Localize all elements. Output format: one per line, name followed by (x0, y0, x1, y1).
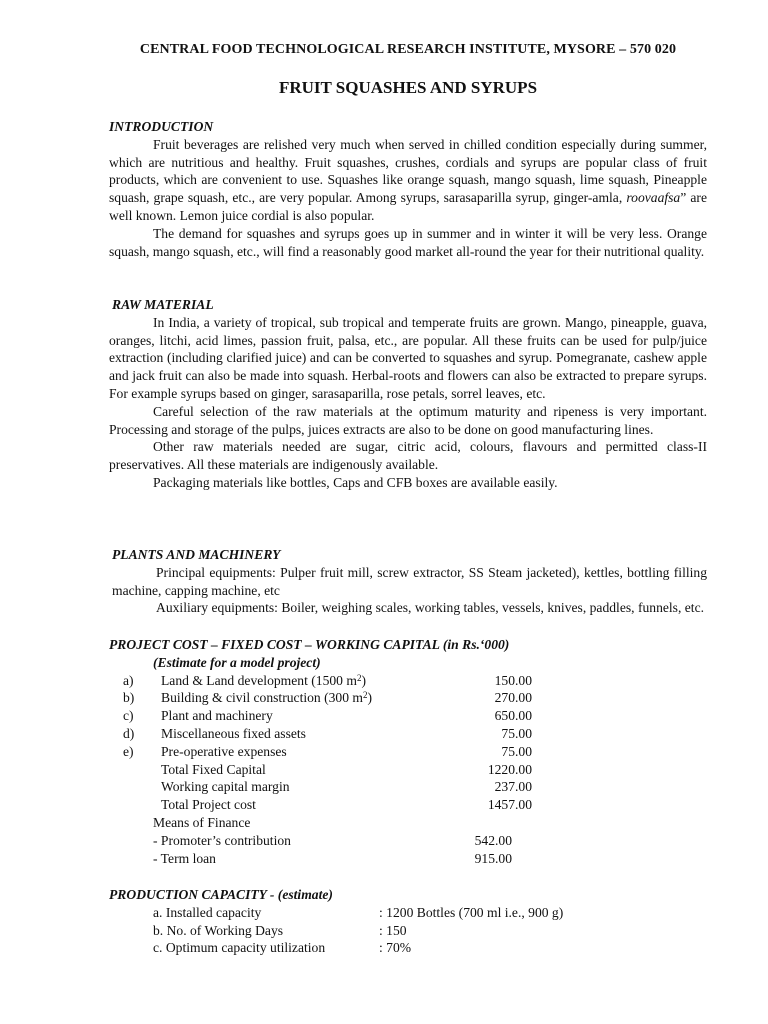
raw-material-heading: RAW MATERIAL (112, 297, 214, 312)
means-heading-row (109, 814, 707, 832)
plants-paragraph-2: Auxiliary equipments: Boiler, weighing scales, working tables, vessels, knives, paddles, funnels, etc. (156, 600, 705, 616)
institute-header: CENTRAL FOOD TECHNOLOGICAL RESEARCH INSTITUTE, MYSORE – 570 020 (139, 42, 677, 57)
cost-item-label: Land & Land development (1500 $m^2$) (161, 672, 366, 688)
raw-material-section (109, 296, 707, 492)
raw-material-paragraph-2: Careful selection of the raw materials at the optimum maturity and ripeness is very important. Processing and storage of the pulps, juices extracts are also to be done on good manufacturing lines. (109, 403, 707, 437)
production-value: : 70% (379, 940, 412, 956)
production-label: c. Optimum capacity utilization (153, 940, 326, 956)
production-label: b. No. of Working Days (153, 922, 284, 938)
means-row (109, 850, 707, 868)
document-title: FRUIT SQUASHES AND SYRUPS (278, 78, 538, 97)
project-cost-subheading-row (109, 654, 707, 672)
introduction-paragraph-2: The demand for squashes and syrups goes up in summer and in winter it will be very less. Orange squash, mango squash, etc., will find a reasonably good market all-round the year for their nutritional quality. (109, 225, 707, 259)
plants-paragraph-1: Principal equipments: Pulper fruit mill, screw extractor, SS Steam jacketed), kettles, bottling filling machine, capping machine, etc (112, 564, 707, 598)
cost-value: 650.00 (494, 708, 532, 724)
introduction-heading: INTRODUCTION (109, 119, 214, 134)
cost-item-label: Miscellaneous fixed assets (161, 725, 306, 741)
production-value: : 1200 Bottles (700 ml i.e., 900 g) (379, 904, 564, 920)
cost-total-label: Working capital margin (161, 779, 290, 795)
project-cost-section (109, 636, 707, 867)
project-cost-heading: PROJECT COST – FIXED COST – WORKING CAPITAL (in Rs.‘000) (109, 637, 510, 652)
cost-item-label: Building & civil construction (300 $m^2$) (161, 690, 373, 706)
means-of-finance-heading: Means of Finance (153, 814, 251, 830)
cost-item-row (109, 689, 707, 707)
plants-machinery-section (112, 546, 707, 617)
means-row (109, 832, 707, 850)
cost-value: 1220.00 (487, 761, 532, 777)
production-capacity-section (109, 886, 707, 957)
raw-material-paragraph-1: In India, a variety of tropical, sub tropical and temperate fruits are grown. Mango, pineapple, guava, oranges, litchi, acid limes, passion fruit, palsa, etc., are popular. All these fruits can be used for pulp/juice extraction (including clarified juice) and can be converted to squashes and syrup. Pomegranate, cashew apple and jack fruit can also be made into squash. Herbal-roots and flowers can also be extracted to prepare syrups. For example syrups based on ginger, sarasaparilla, rose petals, sorrel leaves, etc. (109, 314, 707, 401)
cost-item-letter: e) (123, 743, 134, 759)
superscript: 2 (356, 672, 362, 683)
cost-value: 915.00 (474, 850, 512, 866)
cost-value: 270.00 (494, 690, 532, 706)
cost-item-label: Plant and machinery (161, 708, 273, 724)
project-cost-subheading: (Estimate for a model project) (153, 654, 321, 670)
cost-item-label: Pre-operative expenses (161, 743, 287, 759)
cost-total-row (109, 778, 707, 796)
cost-value: 542.00 (474, 832, 512, 848)
cost-totals-list (109, 761, 707, 814)
means-items-list (109, 832, 707, 868)
production-row (109, 922, 707, 940)
production-label: a. Installed capacity (153, 904, 262, 920)
production-capacity-heading: PRODUCTION CAPACITY - (estimate) (109, 887, 333, 902)
raw-material-paragraph-3: Other raw materials needed are sugar, citric acid, colours, flavours and permitted class-II preservatives. All these materials are indigenously available. (109, 439, 707, 473)
cost-items-list (109, 672, 707, 761)
cost-value: 75.00 (501, 725, 532, 741)
production-items-list (109, 904, 707, 957)
cost-item-row (109, 743, 707, 761)
introduction-section (109, 118, 707, 260)
means-label: - Promoter’s contribution (153, 832, 291, 848)
cost-item-letter: c) (123, 708, 134, 724)
cost-item-letter: a) (123, 672, 134, 688)
production-row (109, 939, 707, 957)
plants-machinery-heading: PLANTS AND MACHINERY (112, 547, 281, 562)
cost-value: 237.00 (494, 779, 532, 795)
production-row (109, 904, 707, 922)
cost-item-row (109, 707, 707, 725)
cost-total-row (109, 761, 707, 779)
cost-item-row (109, 672, 707, 690)
cost-value: 150.00 (494, 672, 532, 688)
means-label: - Term loan (153, 850, 216, 866)
raw-material-paragraph-4: Packaging materials like bottles, Caps and CFB boxes are available easily. (153, 474, 558, 490)
cost-item-letter: b) (123, 690, 135, 706)
cost-total-row (109, 796, 707, 814)
cost-value: 1457.00 (487, 797, 532, 813)
superscript: 2 (363, 690, 368, 701)
cost-item-row (109, 725, 707, 743)
introduction-paragraph-1: Fruit beverages are relished very much when served in chilled condition especially during summer, which are nutritious and healthy. Fruit squashes, crushes, cordials and syrups are popular class of fruit products, which are convenient to use. Squashes like orange squash, mango squash, lime squash, Pineapple squash, grape squash, etc., are very popular. Among syrups, sarasaparilla syrup, ginger-amla, roovaafsa” are well known. Lemon juice cordial is also popular. (109, 136, 707, 223)
cost-total-label: Total Project cost (161, 797, 256, 813)
cost-item-letter: d) (123, 725, 135, 741)
cost-total-label: Total Fixed Capital (161, 761, 266, 777)
cost-value: 75.00 (501, 743, 532, 759)
production-value: : 150 (379, 922, 407, 938)
